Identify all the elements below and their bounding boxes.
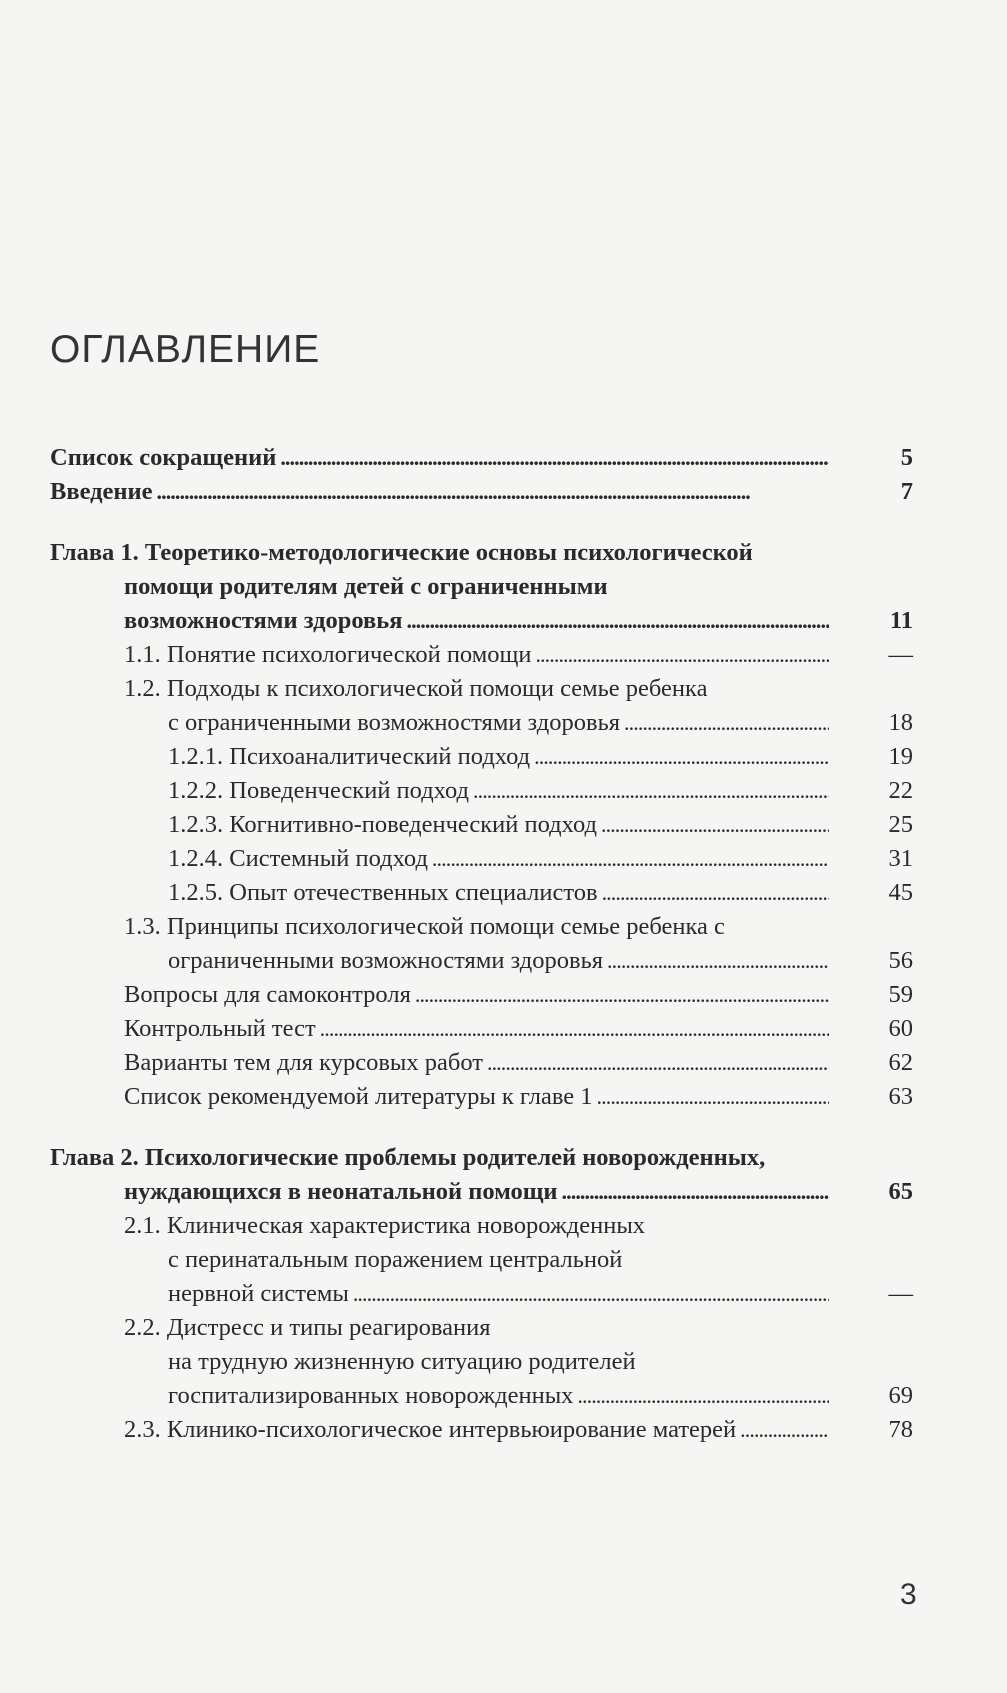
toc-entry-label: нервной системы xyxy=(168,1280,349,1307)
leader-dots xyxy=(415,978,829,1012)
leader-dots xyxy=(534,740,829,774)
toc-entry-introduction[interactable] xyxy=(50,475,913,509)
leader-dots xyxy=(624,706,829,740)
toc-page-number: 22 xyxy=(888,777,913,804)
toc-chapter-1[interactable] xyxy=(124,604,913,638)
toc-page-number: — xyxy=(888,641,913,668)
toc-entry-label: с ограниченными возможностями здоровья xyxy=(168,709,621,736)
leader-dots xyxy=(601,808,829,842)
toc-entry-label: 1.2.5. Опыт отечественных специалистов xyxy=(168,879,598,906)
toc-page-number: 60 xyxy=(888,1015,913,1042)
toc-page-number: 78 xyxy=(888,1416,913,1443)
toc-section-1-3-line1[interactable]: 1.3. Принципы психологической помощи семье ребенка с xyxy=(124,913,725,940)
toc-entry-label: возможностями здоровья xyxy=(124,607,403,634)
leader-dots xyxy=(487,1046,829,1080)
toc-section-2-1-line1[interactable]: 2.1. Клиническая характеристика новорожденных xyxy=(124,1212,646,1239)
toc-page-number: 65 xyxy=(888,1178,913,1205)
toc-page-number: 56 xyxy=(888,947,913,974)
toc-self-control-questions[interactable] xyxy=(124,978,913,1012)
leader-dots xyxy=(577,1379,829,1413)
toc-section-1-2-4[interactable] xyxy=(168,842,913,876)
toc-page-number: 63 xyxy=(888,1083,913,1110)
toc-chapter-1-line2[interactable]: помощи родителям детей с ограниченными xyxy=(124,573,608,600)
leader-dots xyxy=(535,638,829,672)
toc-entry-label: 1.1. Понятие психологической помощи xyxy=(124,641,532,668)
toc-entry-label: 1.2.3. Когнитивно-поведенческий подход xyxy=(168,811,597,838)
toc-entry-label: 1.2.2. Поведенческий подход xyxy=(168,777,469,804)
toc-entry-abbreviations[interactable] xyxy=(50,441,913,475)
leader-dots xyxy=(740,1413,829,1447)
toc-coursework-topics[interactable] xyxy=(124,1046,913,1080)
toc-page-number: 59 xyxy=(888,981,913,1008)
leader-dots xyxy=(157,475,830,509)
leader-dots xyxy=(280,441,829,475)
toc-section-1-2-1[interactable] xyxy=(168,740,913,774)
page-title: ОГЛАВЛЕНИЕ xyxy=(50,328,321,371)
toc-entry-label: Список сокращений xyxy=(50,444,277,471)
toc-page-number: 31 xyxy=(888,845,913,872)
toc-section-2-3[interactable] xyxy=(124,1413,913,1447)
toc-section-1-2-5[interactable] xyxy=(168,876,913,910)
toc-control-test[interactable] xyxy=(124,1012,913,1046)
toc-page-number: 18 xyxy=(888,709,913,736)
toc-page-number: 7 xyxy=(900,478,913,505)
toc-entry-label: ограниченными возможностями здоровья xyxy=(168,947,604,974)
toc-page-number: 19 xyxy=(888,743,913,770)
toc-entry-label: 1.2.1. Психоаналитический подход xyxy=(168,743,531,770)
toc-page-number: 5 xyxy=(900,444,913,471)
toc-page-number: 45 xyxy=(888,879,913,906)
leader-dots xyxy=(406,604,829,638)
leader-dots xyxy=(597,1080,829,1114)
toc-section-1-2[interactable] xyxy=(168,706,913,740)
toc-chapter-2-line1[interactable]: Глава 2. Психологические проблемы родителей новорожденных, xyxy=(50,1144,766,1171)
toc-section-2-2-line2[interactable]: на трудную жизненную ситуацию родителей xyxy=(168,1348,636,1375)
toc-chapter-1-line1[interactable]: Глава 1. Теоретико-методологические основы психологической xyxy=(50,539,753,566)
toc-entry-label: Варианты тем для курсовых работ xyxy=(124,1049,483,1076)
toc-page-number: 11 xyxy=(889,607,913,634)
toc-page-number: 62 xyxy=(888,1049,913,1076)
toc-section-1-2-3[interactable] xyxy=(168,808,913,842)
toc-section-2-2[interactable] xyxy=(168,1379,913,1413)
toc-section-1-2-2[interactable] xyxy=(168,774,913,808)
leader-dots xyxy=(602,876,829,910)
toc-entry-label: госпитализированных новорожденных xyxy=(168,1382,574,1409)
toc-page-number: — xyxy=(888,1280,913,1307)
toc-recommended-literature-1[interactable] xyxy=(124,1080,913,1114)
toc-entry-label: 2.3. Клинико-психологическое интервьюирование матерей xyxy=(124,1416,737,1443)
toc-section-1-1[interactable] xyxy=(124,638,913,672)
toc-section-1-3[interactable] xyxy=(168,944,913,978)
toc-entry-label: Список рекомендуемой литературы к главе 1 xyxy=(124,1083,593,1110)
toc-entry-label: Введение xyxy=(50,478,153,505)
toc-entry-label: Вопросы для самоконтроля xyxy=(124,981,411,1008)
toc-section-2-1[interactable] xyxy=(168,1277,913,1311)
leader-dots xyxy=(473,774,829,808)
toc-page-number: 69 xyxy=(888,1382,913,1409)
toc-entry-label: 1.2.4. Системный подход xyxy=(168,845,428,872)
toc-section-2-2-line1[interactable]: 2.2. Дистресс и типы реагирования xyxy=(124,1314,491,1341)
leader-dots xyxy=(353,1277,829,1311)
toc-section-1-2-line1[interactable]: 1.2. Подходы к психологической помощи семье ребенка xyxy=(124,675,708,702)
page-number: 3 xyxy=(900,1578,917,1611)
leader-dots xyxy=(607,944,829,978)
toc-chapter-2[interactable] xyxy=(124,1175,913,1209)
toc-entry-label: Контрольный тест xyxy=(124,1015,316,1042)
leader-dots xyxy=(320,1012,829,1046)
leader-dots xyxy=(562,1175,829,1209)
toc-page-number: 25 xyxy=(888,811,913,838)
leader-dots xyxy=(432,842,829,876)
toc-entry-label: нуждающихся в неонатальной помощи xyxy=(124,1178,558,1205)
toc-section-2-1-line2[interactable]: с перинатальным поражением центральной xyxy=(168,1246,623,1273)
